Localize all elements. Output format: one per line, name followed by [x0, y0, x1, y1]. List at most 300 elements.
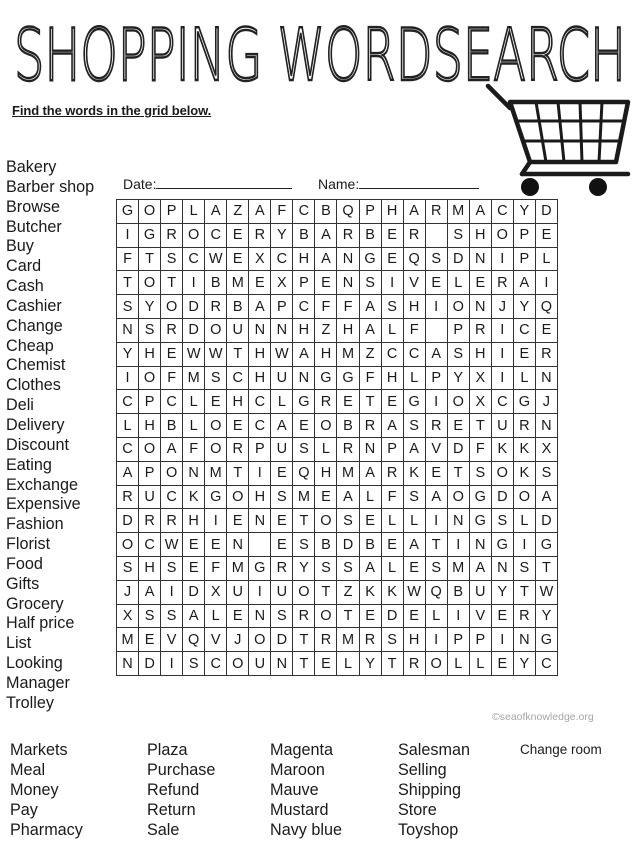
grid-cell[interactable]: Y [513, 652, 535, 676]
grid-cell[interactable]: Y [447, 366, 469, 390]
grid-cell[interactable]: T [469, 414, 491, 438]
grid-cell[interactable]: A [359, 318, 381, 342]
grid-cell[interactable]: K [513, 437, 535, 461]
grid-cell[interactable]: Z [315, 318, 337, 342]
grid-cell[interactable]: W [535, 580, 557, 604]
grid-cell[interactable]: B [205, 271, 227, 295]
grid-cell[interactable]: S [315, 556, 337, 580]
grid-cell[interactable]: F [161, 366, 183, 390]
grid-cell[interactable]: S [337, 556, 359, 580]
grid-cell[interactable]: E [381, 223, 403, 247]
grid-cell[interactable]: G [139, 223, 161, 247]
grid-cell[interactable]: I [425, 295, 447, 319]
grid-cell[interactable]: X [469, 366, 491, 390]
grid-cell[interactable]: L [403, 509, 425, 533]
grid-cell[interactable]: J [535, 390, 557, 414]
grid-cell[interactable]: G [535, 628, 557, 652]
grid-cell[interactable]: A [403, 200, 425, 224]
name-line[interactable] [359, 176, 479, 189]
grid-cell[interactable]: A [293, 342, 315, 366]
grid-cell[interactable]: C [491, 200, 513, 224]
grid-cell[interactable]: T [161, 271, 183, 295]
grid-cell[interactable]: E [513, 342, 535, 366]
grid-cell[interactable]: M [227, 556, 249, 580]
grid-cell[interactable]: I [513, 533, 535, 557]
grid-cell[interactable]: Z [337, 580, 359, 604]
grid-cell[interactable]: R [359, 628, 381, 652]
grid-cell[interactable]: R [249, 223, 271, 247]
grid-cell[interactable]: H [403, 628, 425, 652]
grid-cell[interactable]: F [403, 318, 425, 342]
grid-cell[interactable]: E [227, 414, 249, 438]
grid-cell[interactable]: Z [359, 342, 381, 366]
grid-cell[interactable]: F [205, 556, 227, 580]
grid-cell[interactable]: O [117, 533, 139, 557]
grid-cell[interactable]: D [381, 604, 403, 628]
grid-cell[interactable]: A [359, 295, 381, 319]
grid-cell[interactable]: B [359, 223, 381, 247]
grid-cell[interactable]: S [161, 247, 183, 271]
grid-cell[interactable]: H [293, 318, 315, 342]
grid-cell[interactable]: L [403, 366, 425, 390]
grid-cell[interactable]: B [227, 295, 249, 319]
grid-cell[interactable]: C [139, 533, 161, 557]
grid-cell[interactable]: E [425, 271, 447, 295]
grid-cell[interactable]: O [491, 461, 513, 485]
grid-cell[interactable]: E [315, 271, 337, 295]
grid-cell[interactable]: E [491, 604, 513, 628]
grid-cell[interactable]: F [315, 295, 337, 319]
grid-cell[interactable]: H [469, 342, 491, 366]
grid-cell[interactable]: K [183, 485, 205, 509]
grid-cell[interactable]: K [491, 437, 513, 461]
grid-cell[interactable]: N [249, 604, 271, 628]
grid-cell[interactable]: S [271, 604, 293, 628]
grid-cell[interactable]: I [491, 342, 513, 366]
grid-cell[interactable]: G [337, 366, 359, 390]
grid-cell[interactable]: T [139, 247, 161, 271]
grid-cell[interactable]: S [425, 247, 447, 271]
grid-cell[interactable]: E [161, 342, 183, 366]
grid-cell[interactable]: T [117, 271, 139, 295]
grid-cell[interactable]: Q [535, 295, 557, 319]
grid-cell[interactable]: P [425, 366, 447, 390]
grid-cell[interactable]: C [161, 390, 183, 414]
grid-cell[interactable]: J [227, 628, 249, 652]
grid-cell[interactable]: T [425, 533, 447, 557]
grid-cell[interactable]: I [425, 628, 447, 652]
grid-cell[interactable]: O [513, 485, 535, 509]
grid-cell[interactable]: Y [513, 295, 535, 319]
grid-cell[interactable]: E [535, 223, 557, 247]
grid-cell[interactable]: D [117, 509, 139, 533]
grid-cell[interactable]: A [425, 342, 447, 366]
grid-cell[interactable] [425, 318, 447, 342]
grid-cell[interactable]: I [249, 580, 271, 604]
grid-cell[interactable]: O [315, 414, 337, 438]
grid-cell[interactable]: O [315, 604, 337, 628]
grid-cell[interactable]: A [161, 437, 183, 461]
grid-cell[interactable]: L [513, 366, 535, 390]
grid-cell[interactable]: N [469, 295, 491, 319]
grid-cell[interactable]: D [447, 437, 469, 461]
grid-cell[interactable]: H [249, 366, 271, 390]
grid-cell[interactable]: L [205, 604, 227, 628]
grid-cell[interactable]: D [183, 295, 205, 319]
grid-cell[interactable]: P [359, 200, 381, 224]
grid-cell[interactable]: W [161, 533, 183, 557]
grid-cell[interactable]: V [425, 437, 447, 461]
grid-cell[interactable]: G [293, 390, 315, 414]
grid-cell[interactable]: E [183, 533, 205, 557]
grid-cell[interactable]: A [117, 461, 139, 485]
grid-cell[interactable]: I [249, 461, 271, 485]
grid-cell[interactable]: R [161, 223, 183, 247]
grid-cell[interactable]: O [447, 390, 469, 414]
grid-cell[interactable]: L [183, 390, 205, 414]
grid-cell[interactable]: O [425, 652, 447, 676]
grid-cell[interactable]: A [139, 580, 161, 604]
grid-cell[interactable]: I [447, 533, 469, 557]
grid-cell[interactable]: G [117, 200, 139, 224]
grid-cell[interactable]: Q [337, 200, 359, 224]
grid-cell[interactable]: N [337, 271, 359, 295]
grid-cell[interactable]: E [491, 652, 513, 676]
grid-cell[interactable]: U [469, 580, 491, 604]
grid-cell[interactable]: I [117, 366, 139, 390]
grid-cell[interactable]: D [139, 652, 161, 676]
grid-cell[interactable]: I [161, 652, 183, 676]
grid-cell[interactable]: B [359, 533, 381, 557]
grid-cell[interactable] [425, 223, 447, 247]
grid-cell[interactable]: Y [513, 200, 535, 224]
grid-cell[interactable]: K [513, 461, 535, 485]
grid-cell[interactable]: O [183, 223, 205, 247]
grid-cell[interactable]: B [337, 414, 359, 438]
grid-cell[interactable]: D [337, 533, 359, 557]
grid-cell[interactable]: Z [227, 200, 249, 224]
grid-cell[interactable]: F [381, 485, 403, 509]
grid-cell[interactable]: S [447, 223, 469, 247]
grid-cell[interactable]: C [293, 295, 315, 319]
grid-cell[interactable]: L [535, 247, 557, 271]
grid-cell[interactable]: C [183, 247, 205, 271]
grid-cell[interactable]: W [271, 342, 293, 366]
grid-cell[interactable]: A [403, 533, 425, 557]
grid-cell[interactable]: M [183, 366, 205, 390]
grid-cell[interactable]: C [249, 390, 271, 414]
grid-cell[interactable]: E [183, 556, 205, 580]
grid-cell[interactable]: L [271, 390, 293, 414]
grid-cell[interactable]: C [293, 200, 315, 224]
grid-cell[interactable]: E [315, 485, 337, 509]
grid-cell[interactable]: O [139, 437, 161, 461]
grid-cell[interactable]: S [293, 533, 315, 557]
grid-cell[interactable]: H [249, 342, 271, 366]
grid-cell[interactable]: Y [271, 223, 293, 247]
grid-cell[interactable]: E [227, 247, 249, 271]
grid-cell[interactable]: G [513, 390, 535, 414]
grid-cell[interactable]: B [161, 414, 183, 438]
grid-cell[interactable]: B [315, 533, 337, 557]
grid-cell[interactable]: G [535, 533, 557, 557]
grid-cell[interactable]: P [513, 247, 535, 271]
grid-cell[interactable]: R [227, 437, 249, 461]
grid-cell[interactable]: L [425, 604, 447, 628]
grid-cell[interactable]: S [337, 509, 359, 533]
grid-cell[interactable]: L [117, 414, 139, 438]
grid-cell[interactable]: S [425, 556, 447, 580]
grid-cell[interactable]: C [535, 652, 557, 676]
grid-cell[interactable]: T [513, 580, 535, 604]
grid-cell[interactable]: I [491, 628, 513, 652]
grid-cell[interactable]: O [161, 295, 183, 319]
grid-cell[interactable]: N [271, 318, 293, 342]
grid-cell[interactable]: E [227, 604, 249, 628]
grid-cell[interactable]: N [535, 366, 557, 390]
grid-cell[interactable]: I [183, 271, 205, 295]
grid-cell[interactable]: Y [359, 652, 381, 676]
grid-cell[interactable]: Y [293, 556, 315, 580]
grid-cell[interactable]: Q [425, 580, 447, 604]
grid-cell[interactable]: A [271, 414, 293, 438]
grid-cell[interactable]: O [227, 652, 249, 676]
grid-cell[interactable]: H [469, 223, 491, 247]
grid-cell[interactable]: S [183, 652, 205, 676]
grid-cell[interactable]: R [337, 223, 359, 247]
grid-cell[interactable]: S [535, 461, 557, 485]
grid-cell[interactable]: P [161, 200, 183, 224]
grid-cell[interactable]: S [139, 604, 161, 628]
grid-cell[interactable]: C [227, 366, 249, 390]
grid-cell[interactable]: C [249, 414, 271, 438]
grid-cell[interactable]: O [205, 437, 227, 461]
grid-cell[interactable]: W [205, 342, 227, 366]
grid-cell[interactable]: M [447, 556, 469, 580]
grid-cell[interactable]: D [535, 509, 557, 533]
grid-cell[interactable]: A [403, 437, 425, 461]
grid-cell[interactable]: G [491, 533, 513, 557]
grid-cell[interactable]: T [359, 390, 381, 414]
grid-cell[interactable]: C [271, 247, 293, 271]
grid-cell[interactable]: S [205, 366, 227, 390]
grid-cell[interactable]: I [381, 271, 403, 295]
grid-cell[interactable]: S [271, 485, 293, 509]
grid-cell[interactable]: E [315, 652, 337, 676]
grid-cell[interactable]: E [271, 509, 293, 533]
grid-cell[interactable]: N [513, 628, 535, 652]
grid-cell[interactable]: R [293, 604, 315, 628]
grid-cell[interactable]: M [337, 342, 359, 366]
grid-cell[interactable]: R [359, 414, 381, 438]
grid-cell[interactable]: P [271, 295, 293, 319]
grid-cell[interactable]: L [447, 271, 469, 295]
grid-cell[interactable]: M [447, 200, 469, 224]
grid-cell[interactable]: U [491, 414, 513, 438]
grid-cell[interactable]: V [469, 604, 491, 628]
grid-cell[interactable]: G [403, 390, 425, 414]
grid-cell[interactable]: C [491, 390, 513, 414]
grid-cell[interactable]: U [271, 437, 293, 461]
grid-cell[interactable]: E [447, 414, 469, 438]
grid-cell[interactable]: G [249, 556, 271, 580]
grid-cell[interactable]: T [337, 604, 359, 628]
grid-cell[interactable]: O [315, 509, 337, 533]
grid-cell[interactable]: S [513, 556, 535, 580]
grid-cell[interactable]: S [359, 271, 381, 295]
grid-cell[interactable]: X [469, 390, 491, 414]
grid-cell[interactable]: P [249, 437, 271, 461]
grid-cell[interactable]: A [359, 461, 381, 485]
grid-cell[interactable]: X [535, 437, 557, 461]
grid-cell[interactable]: E [403, 556, 425, 580]
grid-cell[interactable]: A [469, 200, 491, 224]
grid-cell[interactable]: L [381, 509, 403, 533]
grid-cell[interactable]: I [535, 271, 557, 295]
grid-cell[interactable]: T [227, 461, 249, 485]
grid-cell[interactable]: S [161, 604, 183, 628]
grid-cell[interactable]: C [205, 652, 227, 676]
grid-cell[interactable]: S [293, 437, 315, 461]
grid-cell[interactable]: E [381, 390, 403, 414]
grid-cell[interactable]: R [491, 271, 513, 295]
grid-cell[interactable]: H [139, 556, 161, 580]
grid-cell[interactable]: D [447, 247, 469, 271]
grid-cell[interactable]: A [337, 485, 359, 509]
grid-cell[interactable]: R [425, 200, 447, 224]
grid-cell[interactable]: P [513, 223, 535, 247]
grid-cell[interactable]: F [469, 437, 491, 461]
grid-cell[interactable]: V [403, 271, 425, 295]
grid-cell[interactable]: A [535, 485, 557, 509]
grid-cell[interactable]: B [293, 223, 315, 247]
grid-cell[interactable]: L [183, 414, 205, 438]
grid-cell[interactable]: A [315, 247, 337, 271]
grid-cell[interactable]: A [183, 604, 205, 628]
grid-cell[interactable]: R [381, 461, 403, 485]
grid-cell[interactable]: C [161, 485, 183, 509]
grid-cell[interactable]: H [249, 485, 271, 509]
grid-cell[interactable]: S [381, 628, 403, 652]
grid-cell[interactable]: A [469, 556, 491, 580]
grid-cell[interactable]: F [359, 366, 381, 390]
grid-cell[interactable]: Y [117, 342, 139, 366]
grid-cell[interactable]: L [381, 318, 403, 342]
grid-cell[interactable]: B [315, 200, 337, 224]
grid-cell[interactable]: E [227, 223, 249, 247]
grid-cell[interactable]: E [205, 533, 227, 557]
grid-cell[interactable]: J [491, 295, 513, 319]
grid-cell[interactable]: F [183, 437, 205, 461]
grid-cell[interactable]: Q [403, 247, 425, 271]
grid-cell[interactable]: E [359, 604, 381, 628]
grid-cell[interactable]: H [293, 247, 315, 271]
grid-cell[interactable]: A [513, 271, 535, 295]
grid-cell[interactable]: D [535, 200, 557, 224]
grid-cell[interactable]: Y [535, 604, 557, 628]
grid-cell[interactable]: O [293, 580, 315, 604]
grid-cell[interactable]: H [315, 342, 337, 366]
date-line[interactable] [156, 176, 292, 189]
grid-cell[interactable]: U [271, 366, 293, 390]
grid-cell[interactable]: N [359, 437, 381, 461]
grid-cell[interactable]: E [359, 509, 381, 533]
grid-cell[interactable]: N [469, 247, 491, 271]
grid-cell[interactable]: H [227, 390, 249, 414]
grid-cell[interactable]: E [249, 271, 271, 295]
grid-cell[interactable]: L [359, 485, 381, 509]
grid-cell[interactable]: C [205, 223, 227, 247]
grid-cell[interactable]: E [271, 461, 293, 485]
grid-cell[interactable] [249, 533, 271, 557]
grid-cell[interactable]: O [161, 461, 183, 485]
grid-cell[interactable]: M [205, 461, 227, 485]
grid-cell[interactable]: T [293, 652, 315, 676]
grid-cell[interactable]: S [381, 295, 403, 319]
grid-cell[interactable]: S [117, 556, 139, 580]
grid-cell[interactable]: X [249, 247, 271, 271]
grid-cell[interactable]: H [183, 509, 205, 533]
grid-cell[interactable]: P [447, 318, 469, 342]
grid-cell[interactable]: R [535, 342, 557, 366]
grid-cell[interactable]: X [205, 580, 227, 604]
grid-cell[interactable]: O [491, 223, 513, 247]
grid-cell[interactable]: H [381, 366, 403, 390]
grid-cell[interactable]: C [117, 390, 139, 414]
grid-cell[interactable]: H [315, 461, 337, 485]
grid-cell[interactable]: C [403, 342, 425, 366]
grid-cell[interactable]: N [491, 556, 513, 580]
grid-cell[interactable]: E [381, 247, 403, 271]
grid-cell[interactable]: Q [183, 628, 205, 652]
grid-cell[interactable]: E [381, 533, 403, 557]
grid-cell[interactable]: G [469, 485, 491, 509]
grid-cell[interactable]: M [227, 271, 249, 295]
grid-cell[interactable]: R [315, 628, 337, 652]
grid-cell[interactable]: H [139, 414, 161, 438]
grid-cell[interactable]: O [249, 628, 271, 652]
grid-cell[interactable]: D [491, 485, 513, 509]
grid-cell[interactable]: S [117, 295, 139, 319]
grid-cell[interactable]: W [205, 247, 227, 271]
grid-cell[interactable]: R [469, 318, 491, 342]
grid-cell[interactable]: E [337, 390, 359, 414]
grid-cell[interactable]: O [447, 485, 469, 509]
grid-cell[interactable]: A [381, 414, 403, 438]
grid-cell[interactable]: T [315, 580, 337, 604]
grid-cell[interactable]: N [469, 533, 491, 557]
grid-cell[interactable]: P [381, 437, 403, 461]
grid-cell[interactable]: X [271, 271, 293, 295]
grid-cell[interactable]: T [535, 556, 557, 580]
grid-cell[interactable]: G [469, 509, 491, 533]
grid-cell[interactable]: L [469, 652, 491, 676]
grid-cell[interactable]: U [249, 652, 271, 676]
grid-cell[interactable]: L [381, 556, 403, 580]
grid-cell[interactable]: L [315, 437, 337, 461]
grid-cell[interactable]: I [491, 366, 513, 390]
grid-cell[interactable]: R [337, 437, 359, 461]
grid-cell[interactable]: R [161, 509, 183, 533]
grid-cell[interactable]: S [469, 461, 491, 485]
grid-cell[interactable]: S [403, 414, 425, 438]
grid-cell[interactable]: T [293, 628, 315, 652]
grid-cell[interactable]: R [315, 390, 337, 414]
grid-cell[interactable]: I [161, 580, 183, 604]
grid-cell[interactable]: E [425, 461, 447, 485]
grid-cell[interactable]: N [337, 247, 359, 271]
grid-cell[interactable]: O [139, 271, 161, 295]
